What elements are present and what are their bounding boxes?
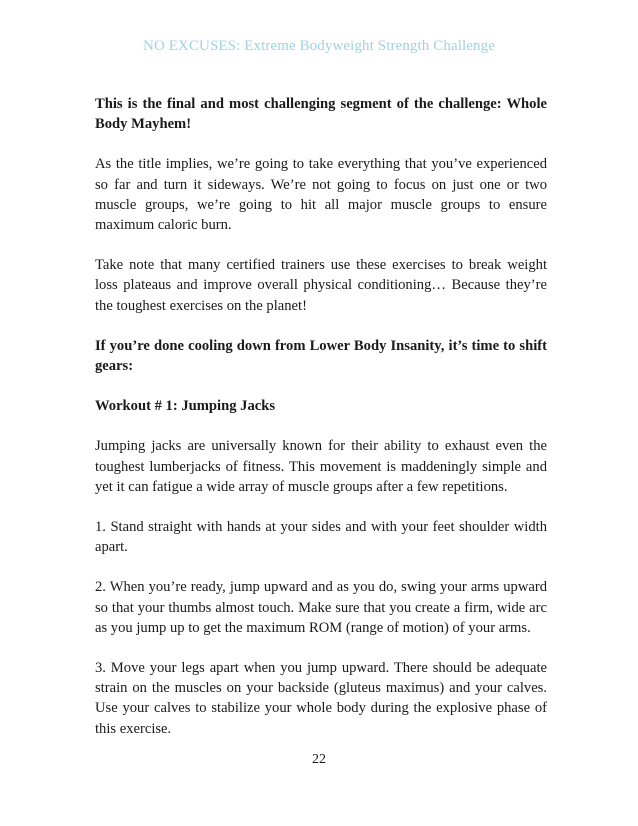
workout-heading: Workout # 1: Jumping Jacks [95,398,276,415]
shift-gears-heading: If you’re done cooling down from Lower Body Insanity, it’s time to shift gears: [95,337,547,375]
paragraph-trainers-note: Take note that many certified trainers use these exercises to break weight loss plateaus and improve overall physical conditioning… Because they’re the toughest exercises on the planet! [95,257,547,314]
paragraph-title-implies: As the title implies, we’re going to take everything that you’ve experienced so far and turn it sideways. We’re not going to focus on just one or two muscle groups, we’re going to hit all major muscle groups to ensure maximum caloric burn. [95,156,547,234]
step-2: 2. When you’re ready, jump upward and as you do, swing your arms upward so that your thumbs almost touch. Make sure that you create a firm, wide arc as you jump up to get the maximum ROM (range of motion) of your arms. [95,579,547,636]
page-number: 22 [312,752,326,767]
intro-heading: This is the final and most challenging segment of the challenge: Whole Body Mayhem! [95,96,547,133]
step-1: 1. Stand straight with hands at your sides and with your feet shoulder width apart. [95,519,547,556]
paragraph-jumping-jacks-intro: Jumping jacks are universally known for their ability to exhaust even the toughest lumberjacks of fitness. This movement is maddeningly simple and yet it can fatigue a wide array of muscle groups after a few repetitions. [95,438,547,495]
page-body [95,94,547,759]
step-3: 3. Move your legs apart when you jump upward. There should be adequate strain on the muscles on your backside (gluteus maximus) and your calves. Use your calves to stabilize your whole body during the explosive phase of this exercise. [95,660,547,737]
running-header: NO EXCUSES: Extreme Bodyweight Strength Challenge [143,38,495,54]
